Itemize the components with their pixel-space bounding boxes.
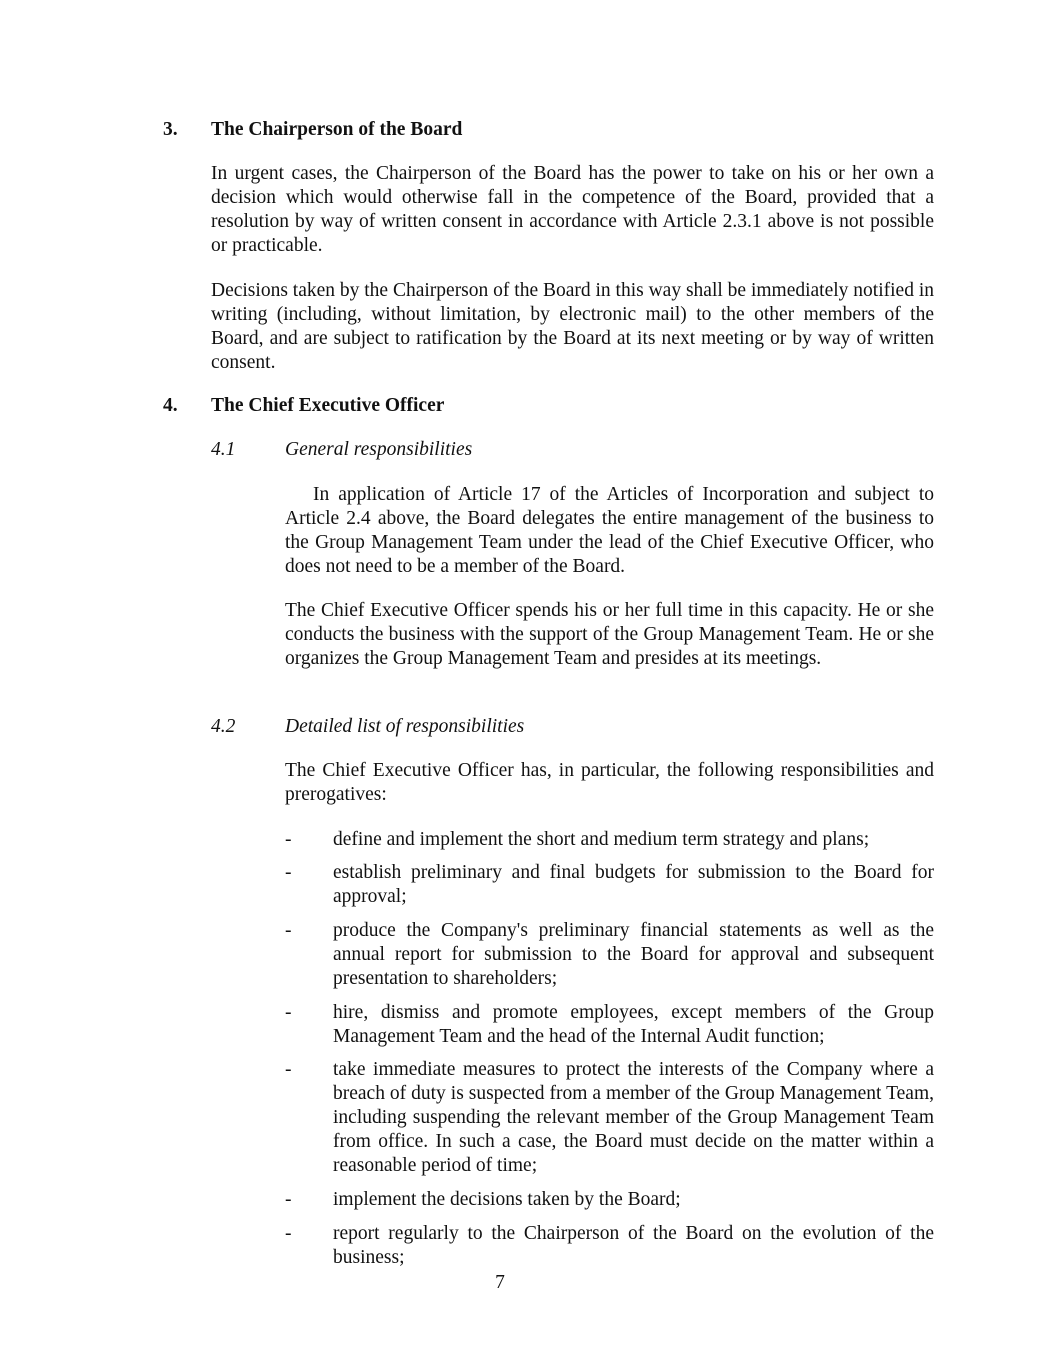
list-item (285, 1188, 934, 1212)
bullet-dash: - (285, 829, 292, 850)
subsection-4-2-heading (211, 715, 524, 739)
section-3-paragraph: In urgent cases, the Chairperson of the Board has the power to take on his or her own a decision which would otherwise fall in the competence of the Board, provided that a resolution by way of written consent in accordance with Article 2.3.1 above is not possible or practicable. (211, 163, 934, 256)
bullet-dash: - (285, 1223, 292, 1244)
list-item-text: implement the decisions taken by the Board; (333, 1189, 681, 1210)
subsection-4-1-heading (211, 438, 472, 462)
list-item-text: define and implement the short and medium term strategy and plans; (333, 829, 870, 850)
bullet-dash: - (285, 862, 292, 883)
subsection-number: 4.2 (211, 716, 236, 737)
section-4-heading (163, 394, 444, 418)
section-number: 3. (163, 119, 178, 140)
subsection-4-2-intro: The Chief Executive Officer has, in particular, the following responsibilities and prerogatives: (285, 760, 934, 805)
subsection-4-1-paragraph: The Chief Executive Officer spends his or her full time in this capacity. He or she conducts the business with the support of the Group Management Team. He or she organizes the Group Management Team and presides at its meetings. (285, 600, 934, 669)
list-item (285, 1001, 934, 1049)
list-item (285, 1058, 934, 1178)
list-item (285, 919, 934, 991)
bullet-dash: - (285, 1059, 292, 1080)
section-title: The Chairperson of the Board (211, 119, 463, 140)
section-3-heading (163, 118, 462, 142)
list-item-text: hire, dismiss and promote employees, except members of the Group Management Team and the head of the Internal Audit function; (333, 1002, 934, 1047)
subsection-title: General responsibilities (285, 439, 473, 460)
list-item-text: produce the Company's preliminary financial statements as well as the annual report for submission to the Board for approval and subsequent presentation to shareholders; (333, 920, 934, 989)
section-number: 4. (163, 395, 178, 416)
section-3-paragraph: Decisions taken by the Chairperson of the Board in this way shall be immediately notified in writing (including, without limitation, by electronic mail) to the other members of the Board, and are subject to ratification by the Board at its next meeting or by way of written consent. (211, 280, 934, 373)
section-title: The Chief Executive Officer (211, 395, 445, 416)
bullet-dash: - (285, 1189, 292, 1210)
subsection-4-1-paragraph: In application of Article 17 of the Articles of Incorporation and subject to Article 2.4 above, the Board delegates the entire management of the business to the Group Management Team under the lead of the Chief Executive Officer, who does not need to be a member of the Board. (285, 484, 934, 577)
bullet-dash: - (285, 1002, 292, 1023)
subsection-title: Detailed list of responsibilities (285, 716, 525, 737)
list-item-text: report regularly to the Chairperson of the Board on the evolution of the business; (333, 1223, 934, 1268)
subsection-number: 4.1 (211, 439, 236, 460)
list-item-text: take immediate measures to protect the interests of the Company where a breach of duty is suspected from a member of the Group Management Team, including suspending the relevant member of the Group Management Team from office. In such a case, the Board must decide on the matter within a reasonable period of time; (333, 1059, 934, 1176)
list-item (285, 861, 934, 909)
list-item (285, 1222, 934, 1270)
page-number: 7 (495, 1272, 505, 1293)
list-item (285, 828, 934, 852)
list-item-text: establish preliminary and final budgets for submission to the Board for approval; (333, 862, 934, 907)
bullet-dash: - (285, 920, 292, 941)
